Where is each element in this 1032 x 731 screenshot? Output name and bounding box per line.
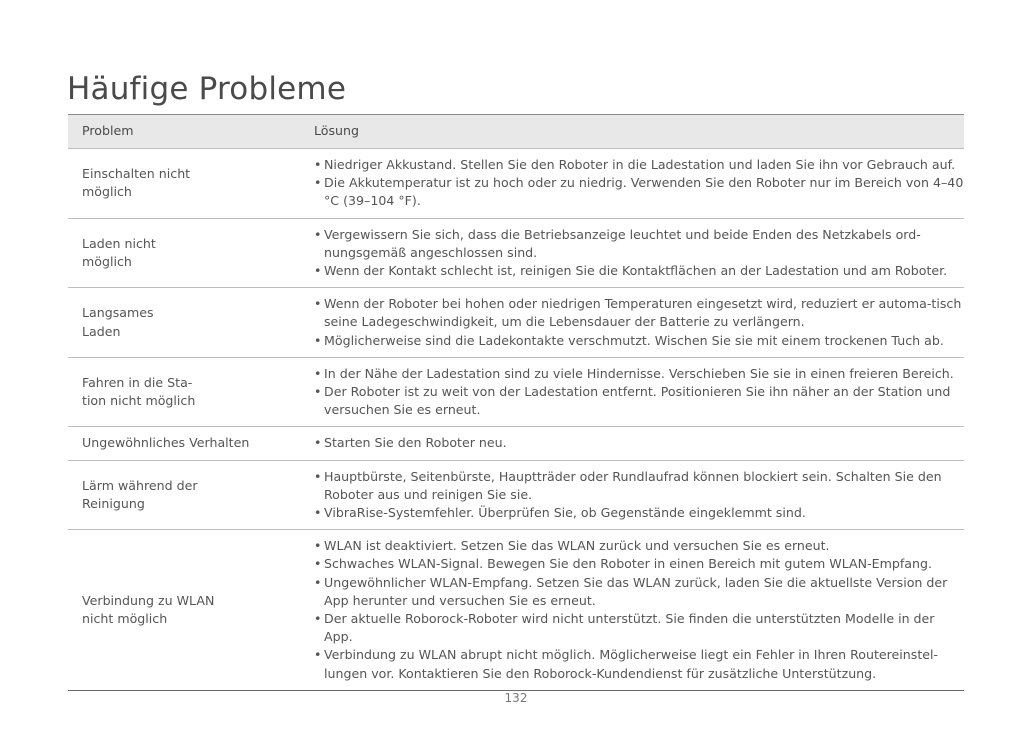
solution-item: • Schwaches WLAN-Signal. Bewegen Sie den Roboter in einen Bereich mit gutem WLAN-Empfang. [314,555,964,573]
solution-cell [300,460,964,530]
solution-item: • Der Roboter ist zu weit von der Ladestation entfernt. Positionieren Sie ihn näher an der Station und versuchen Sie es erneut. [314,383,964,419]
solution-item: • Der aktuelle Roborock-Roboter wird nicht unterstützt. Sie finden die unterstützten Modelle in der App. [314,610,964,646]
column-header-problem: Problem [68,115,300,149]
solution-cell [300,149,964,219]
troubleshooting-table [68,114,964,691]
problem-cell: Laden nicht möglich [68,218,300,288]
problem-cell: Langsames Laden [68,288,300,358]
table-header-row [68,115,964,149]
solution-item: • Verbindung zu WLAN abrupt nicht möglich. Möglicherweise liegt ein Fehler in Ihren Routereinstel-lungen vor. Kontaktieren Sie den Roborock-Kundendienst für zusätzliche Unterstützung. [314,646,964,682]
table-row [68,460,964,530]
solution-list [314,226,964,281]
solution-item: • Vergewissern Sie sich, dass die Betriebsanzeige leuchtet und beide Enden des Netzkabels ord-nungsgemäß angeschlossen sind. [314,226,964,262]
solution-cell [300,288,964,358]
solution-cell [300,218,964,288]
page-title: Häufige Probleme [67,70,347,107]
problem-cell: Fahren in die Sta- tion nicht möglich [68,357,300,427]
solution-item: • Wenn der Kontakt schlecht ist, reinigen Sie die Kontaktflächen an der Ladestation und am Roboter. [314,262,964,280]
solution-item: • Niedriger Akkustand. Stellen Sie den Roboter in die Ladestation und laden Sie ihn vor Gebrauch auf. [314,156,964,174]
column-header-solution: Lösung [300,115,964,149]
solution-item: • Ungewöhnlicher WLAN-Empfang. Setzen Sie das WLAN zurück, laden Sie die aktuellste Version der App herunter und versuchen Sie es erneut. [314,574,964,610]
solution-item: • WLAN ist deaktiviert. Setzen Sie das WLAN zurück und versuchen Sie es erneut. [314,537,964,555]
table-row [68,218,964,288]
table-body [68,149,964,691]
solution-cell [300,530,964,691]
problem-cell: Ungewöhnliches Verhalten [68,427,300,460]
solution-list [314,156,964,211]
solution-cell [300,357,964,427]
problem-cell: Verbindung zu WLAN nicht möglich [68,530,300,691]
solution-item: • Die Akkutemperatur ist zu hoch oder zu niedrig. Verwenden Sie den Roboter nur im Bereich von 4–40 °C (39–104 °F). [314,174,964,210]
solution-list [314,537,964,683]
solution-list [314,295,964,350]
table-row [68,530,964,691]
solution-item: • Starten Sie den Roboter neu. [314,434,964,452]
solution-item: • VibraRise-Systemfehler. Überprüfen Sie, ob Gegenstände eingeklemmt sind. [314,504,964,522]
solution-item: • Hauptbürste, Seitenbürste, Hauptträder oder Rundlaufrad können blockiert sein. Schalten Sie den Roboter aus und reinigen Sie sie. [314,468,964,504]
solution-list [314,434,964,452]
table-row [68,357,964,427]
problem-cell: Lärm während der Reinigung [68,460,300,530]
page-number: 132 [504,691,528,705]
solution-item: • Möglicherweise sind die Ladekontakte verschmutzt. Wischen Sie sie mit einem trockenen Tuch ab. [314,332,964,350]
solution-cell [300,427,964,460]
solution-list [314,365,964,420]
solution-item: • Wenn der Roboter bei hohen oder niedrigen Temperaturen eingesetzt wird, reduziert er automa-tisch seine Ladegeschwindigkeit, um die Lebensdauer der Batterie zu verlängern. [314,295,964,331]
solution-list [314,468,964,523]
problem-cell: Einschalten nicht möglich [68,149,300,219]
table-row [68,427,964,460]
table-row [68,149,964,219]
solution-item: • In der Nähe der Ladestation sind zu viele Hindernisse. Verschieben Sie sie in einen freieren Bereich. [314,365,964,383]
table-row [68,288,964,358]
